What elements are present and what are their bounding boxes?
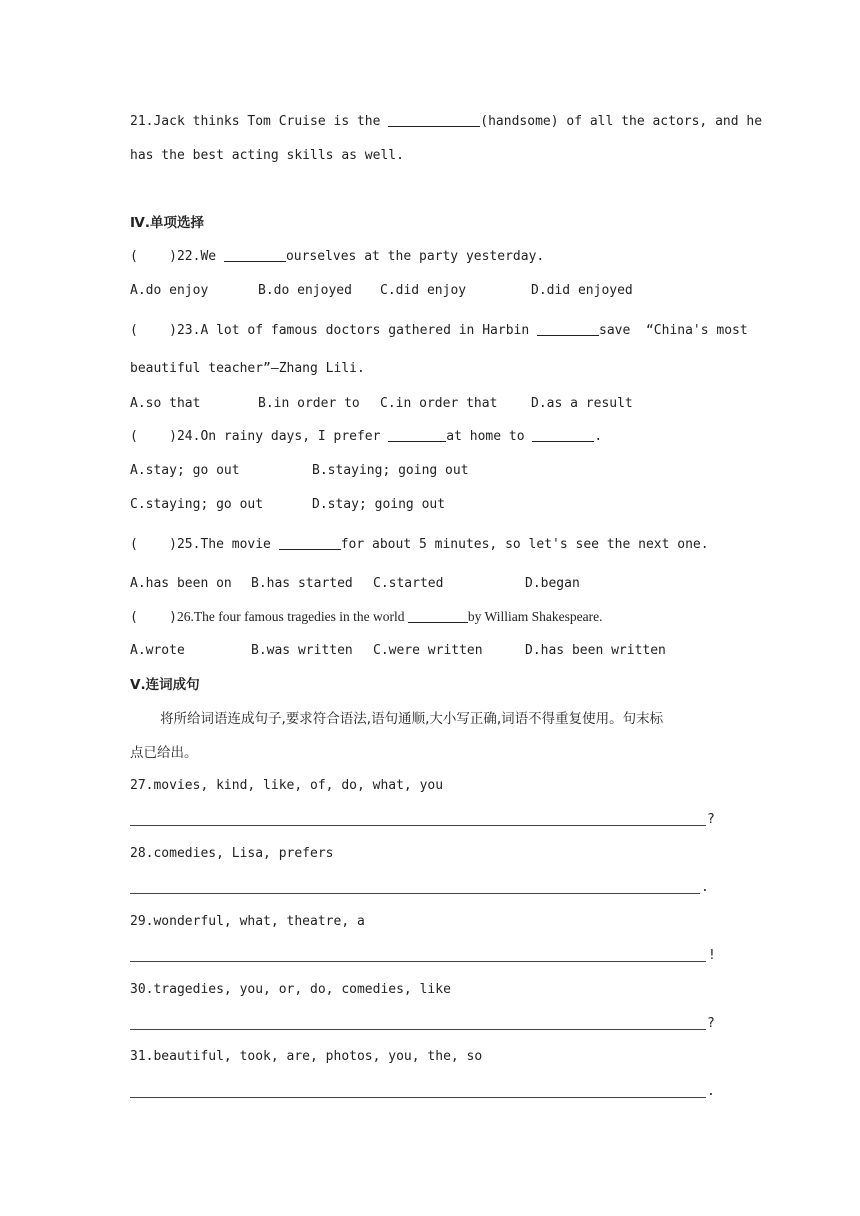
q23-line2: beautiful teacher”—Zhang Lili. xyxy=(130,361,365,376)
q26-option-b[interactable]: B.was written xyxy=(251,643,353,658)
q22-text-a: 22.We xyxy=(176,249,224,264)
q22-text-b: ourselves at the party yesterday. xyxy=(285,249,545,264)
q23-option-b[interactable]: B.in order to xyxy=(258,396,360,411)
q27-words: 27.movies, kind, like, of, do, what, you xyxy=(130,778,444,793)
section5-title: Ⅴ.连词成句 xyxy=(130,677,200,693)
q26-paren[interactable]: ( ) xyxy=(130,610,177,625)
q25-stem xyxy=(130,537,709,553)
q25-option-a[interactable]: A.has been on xyxy=(130,576,232,591)
q21-blank[interactable] xyxy=(388,126,480,127)
q25-option-c[interactable]: C.started xyxy=(373,576,444,591)
q31-end-punct: . xyxy=(707,1084,715,1099)
q23-stem xyxy=(130,323,748,339)
section4-title: Ⅳ.单项选择 xyxy=(130,215,204,231)
q26-text-a: 26.The four famous tragedies in the world xyxy=(176,609,408,624)
q24-text-c: . xyxy=(594,429,603,444)
q26-stem xyxy=(130,609,602,626)
q24-option-a[interactable]: A.stay; go out xyxy=(130,463,240,478)
q23-text-b: save “China's most xyxy=(599,323,748,338)
q23-option-d[interactable]: D.as a result xyxy=(531,396,633,411)
q22-option-a[interactable]: A.do enjoy xyxy=(130,283,209,298)
q22-option-c[interactable]: C.did enjoy xyxy=(380,283,467,298)
q29-answer-line[interactable] xyxy=(130,961,706,962)
q25-text-a: 25.The movie xyxy=(176,537,279,552)
q24-text-a: 24.On rainy days, I prefer xyxy=(176,429,389,444)
q26-option-d[interactable]: D.has been written xyxy=(525,643,666,658)
q22-paren[interactable]: ( ) xyxy=(130,249,177,264)
q23-blank[interactable] xyxy=(537,335,599,336)
q29-words: 29.wonderful, what, theatre, a xyxy=(130,914,365,929)
q24-option-b[interactable]: B.staying; going out xyxy=(312,463,469,478)
q26-option-c[interactable]: C.were written xyxy=(373,643,483,658)
q30-answer-line[interactable] xyxy=(130,1029,706,1030)
q26-option-a[interactable]: A.wrote xyxy=(130,643,185,658)
q23-option-c[interactable]: C.in order that xyxy=(380,396,498,411)
q23-option-a[interactable]: A.so that xyxy=(130,396,201,411)
q28-answer-line[interactable] xyxy=(130,893,700,894)
q23-text-a: 23.A lot of famous doctors gathered in Harbin xyxy=(176,323,537,338)
q22-option-d[interactable]: D.did enjoyed xyxy=(531,283,633,298)
q22-option-b[interactable]: B.do enjoyed xyxy=(258,283,352,298)
q23-paren[interactable]: ( ) xyxy=(130,323,177,338)
q24-blank-1[interactable] xyxy=(388,441,446,442)
q29-end-punct: ! xyxy=(708,948,716,963)
q24-text-b: at home to xyxy=(446,429,533,444)
q31-answer-line[interactable] xyxy=(130,1097,706,1098)
q24-option-c[interactable]: C.staying; go out xyxy=(130,497,264,512)
q30-words: 30.tragedies, you, or, do, comedies, like xyxy=(130,982,451,997)
q21-hint: (handsome) of all the actors, and he xyxy=(480,114,763,129)
q24-blank-2[interactable] xyxy=(532,441,594,442)
q26-blank[interactable] xyxy=(408,622,468,623)
q22-stem xyxy=(130,249,544,265)
q28-words: 28.comedies, Lisa, prefers xyxy=(130,846,334,861)
q25-option-b[interactable]: B.has started xyxy=(251,576,353,591)
q21-line2: has the best acting skills as well. xyxy=(130,148,404,163)
q24-stem xyxy=(130,429,602,445)
q25-blank[interactable] xyxy=(279,549,341,550)
q25-paren[interactable]: ( ) xyxy=(130,537,177,552)
q28-end-punct: . xyxy=(701,880,709,895)
q24-paren[interactable]: ( ) xyxy=(130,429,177,444)
q21-prefix: 21.Jack thinks Tom Cruise is the xyxy=(130,114,389,129)
section5-instructions-line2: 点已给出。 xyxy=(130,745,198,761)
q27-answer-line[interactable] xyxy=(130,825,706,826)
q27-end-punct: ? xyxy=(707,812,715,827)
q31-words: 31.beautiful, took, are, photos, you, the, so xyxy=(130,1049,483,1064)
q26-text-b: by William Shakespeare. xyxy=(467,609,603,624)
q22-blank[interactable] xyxy=(224,261,286,262)
q24-option-d[interactable]: D.stay; going out xyxy=(312,497,446,512)
section5-instructions-line1: 将所给词语连成句子,要求符合语法,语句通顺,大小写正确,词语不得重复使用。句末标 xyxy=(160,711,664,727)
q30-end-punct: ? xyxy=(707,1016,715,1031)
q25-text-b: for about 5 minutes, so let's see the next one. xyxy=(340,537,709,552)
q25-option-d[interactable]: D.began xyxy=(525,576,580,591)
q21-line1 xyxy=(130,114,762,130)
